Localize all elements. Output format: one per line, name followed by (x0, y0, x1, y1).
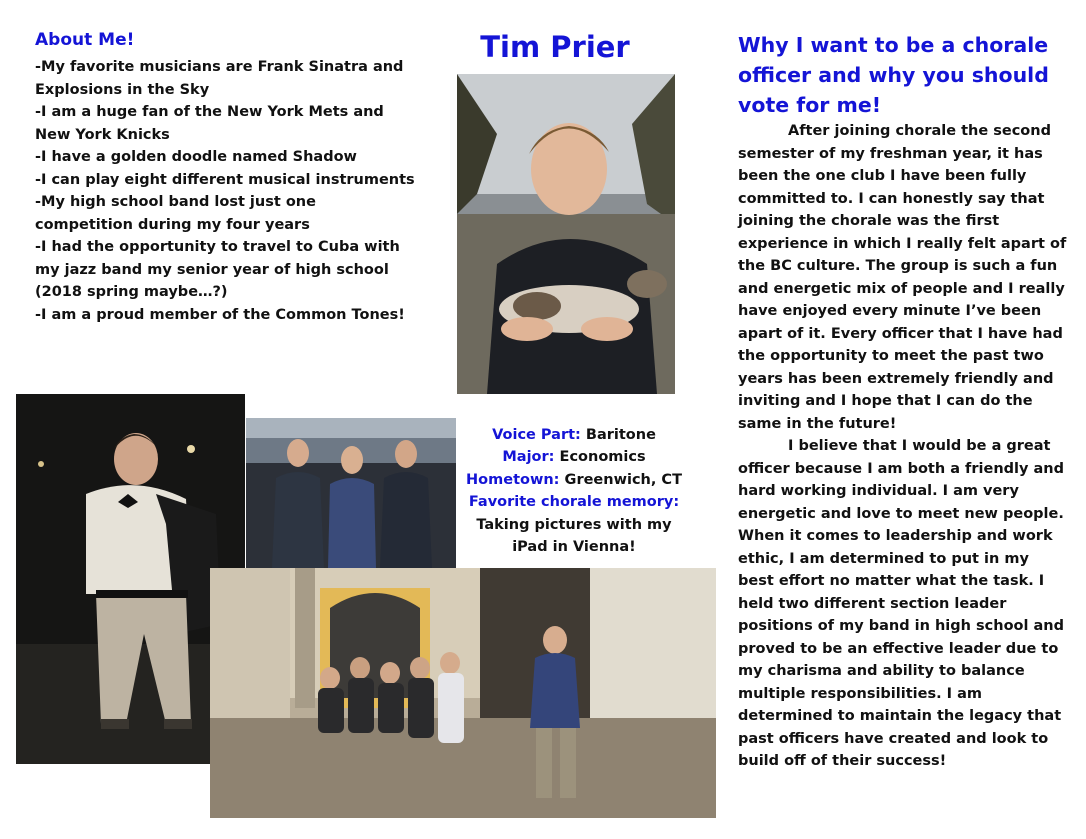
voice-part-value: Baritone (585, 427, 656, 443)
major-row (458, 446, 690, 468)
info-block (458, 424, 690, 558)
voice-part-row (458, 424, 690, 446)
about-item: -My high school band lost just one competition during my four years (35, 194, 316, 233)
friends-photo (246, 418, 456, 568)
memory-value: Taking pictures with my iPad in Vienna! (476, 516, 672, 556)
about-item: -I can play eight different musical instruments (35, 171, 415, 188)
candidate-name: Tim Prier (480, 30, 630, 64)
about-item: -I have a golden doodle named Shadow (35, 149, 357, 165)
why-heading: Why I want to be a chorale officer and why you should vote for me! (738, 33, 1049, 117)
about-list (35, 56, 415, 326)
essay-paragraph: I believe that I would be a great officer because I am both a friendly and hard working individual. I am very energetic and love to meet new people. When it comes to leadership and work ethic, I am determined to put in my best effort no matter what the task. I held two different section leader positions of my band in high school and proved to be an effective leader due to my charisma and ability to balance multiple responsibilities. I am determined to maintain the legacy that past officers have created and look to build off of their success! (738, 438, 1065, 769)
about-item: -My favorite musicians are Frank Sinatra and Explosions in the Sky (35, 59, 404, 98)
portrait-photo (457, 74, 675, 394)
about-heading: About Me! (35, 30, 135, 50)
essay (738, 120, 1068, 773)
vienna-photo (210, 568, 716, 818)
about-item: -I had the opportunity to travel to Cuba with my jazz band my senior year of high school (2018 spring maybe…?) (35, 239, 400, 300)
hometown-value: Greenwich, CT (564, 471, 682, 488)
voice-part-label: Voice Part: (492, 427, 581, 443)
major-value: Economics (559, 449, 646, 466)
major-label: Major: (502, 449, 555, 466)
hometown-row (458, 469, 690, 491)
memory-label: Favorite chorale memory: (468, 494, 680, 511)
hometown-label: Hometown: (466, 471, 560, 488)
essay-paragraph: After joining chorale the second semester of my freshman year, it has been the one club I have been fully committed to. I can honestly say that joining the chorale was the first experience in which I really felt apart of the BC culture. The group is such a fun and energetic mix of people and I really have enjoyed every minute I’ve been apart of it. Every officer that I have had the opportunity to meet the past two years has been extremely friendly and inviting and I hope that I can do the same in the future! (738, 123, 1067, 432)
about-item: -I am a proud member of the Common Tones! (35, 306, 405, 323)
about-item: -I am a huge fan of the New York Mets and New York Knicks (35, 104, 384, 143)
